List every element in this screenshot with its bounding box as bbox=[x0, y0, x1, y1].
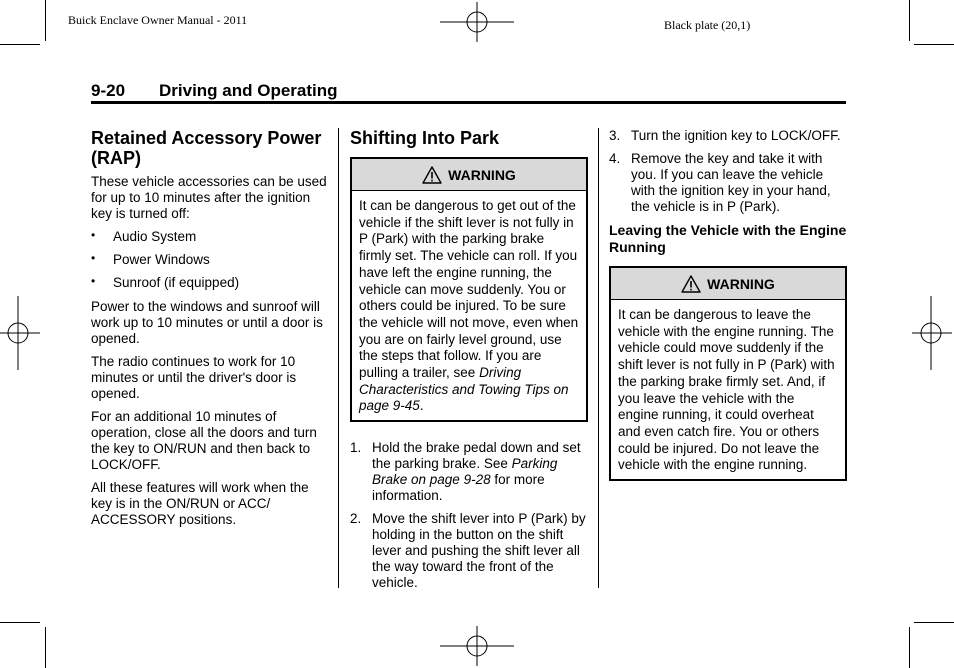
crop-mark bbox=[45, 0, 46, 41]
paragraph: Power to the windows and sunroof will work up to 10 minutes or until a door is opened. bbox=[91, 299, 323, 346]
column-divider bbox=[598, 128, 599, 588]
warning-header bbox=[611, 268, 845, 300]
heading-shifting-into-park: Shifting Into Park bbox=[350, 128, 500, 148]
list-item: 3. Turn the ignition key to LOCK/OFF. bbox=[609, 128, 841, 143]
subheading-leaving-vehicle: Leaving the Vehicle with the Engine Running bbox=[609, 222, 847, 255]
list-item: • Power Windows bbox=[91, 252, 331, 268]
list-item: • Audio System bbox=[91, 229, 331, 245]
page-number: 9-20 bbox=[91, 81, 126, 100]
plate-label-left: Buick Enclave Owner Manual - 2011 bbox=[68, 13, 248, 27]
section-title: Driving and Operating bbox=[159, 81, 338, 100]
step-list bbox=[609, 128, 847, 215]
warning-label: WARNING bbox=[707, 275, 775, 292]
warning-box bbox=[609, 266, 847, 481]
crop-mark bbox=[909, 627, 910, 668]
plate-label-right: Black plate (20,1) bbox=[664, 18, 751, 32]
crop-mark bbox=[914, 622, 954, 623]
warning-label: WARNING bbox=[448, 166, 516, 183]
paragraph: For an additional 10 minutes of operation, close all the doors and turn the key to ON/RUN and then back to LOCK/OFF. bbox=[91, 409, 317, 472]
warning-triangle-icon bbox=[681, 275, 701, 293]
registration-mark-icon bbox=[440, 2, 514, 42]
paragraph: All these features will work when the key is in the ON/RUN or ACC/ ACCESSORY positions. bbox=[91, 480, 309, 527]
step-list bbox=[350, 440, 588, 591]
crop-mark bbox=[909, 0, 910, 41]
registration-mark-icon bbox=[0, 296, 40, 370]
bullet-list bbox=[91, 229, 331, 291]
column-divider bbox=[338, 128, 339, 588]
paragraph: The radio continues to work for 10 minutes or until the driver's door is opened. bbox=[91, 354, 297, 401]
list-item: 2. Move the shift lever into P (Park) by holding in the button on the shift lever and pushing the shift lever all the way toward the front of the vehicle. bbox=[350, 511, 586, 591]
warning-text: It can be dangerous to get out of the vehicle if the shift lever is not fully in P (Park) with the parking brake firmly set. The vehicle can roll. If you have left the engine running, the vehicle can move suddenly. You or others could be injured. To be sure the vehicle will not move, even when you are on fairly level ground, use the steps that follow. If you are pulling a trailer, see Driving Characteristics and Towing Tips on page 9-45. bbox=[359, 198, 579, 414]
cross-reference-link[interactable]: Parking Brake on page 9-28 bbox=[372, 456, 558, 488]
crop-mark bbox=[0, 622, 40, 623]
cross-reference-link[interactable]: Driving Characteristics and Towing Tips on page 9-45 bbox=[359, 365, 569, 414]
column-3 bbox=[609, 128, 847, 499]
page-header bbox=[91, 81, 846, 101]
registration-mark-icon bbox=[440, 626, 514, 666]
registration-mark-icon bbox=[912, 296, 952, 370]
crop-mark bbox=[914, 44, 954, 45]
column-1 bbox=[91, 128, 331, 535]
header-rule bbox=[91, 101, 846, 104]
list-item: 1. Hold the brake pedal down and set the parking brake. See Parking Brake on page 9-28 for more information. bbox=[350, 440, 581, 504]
list-item: 4. Remove the key and take it with you. If you can leave the vehicle with the ignition key in your hand, the vehicle is in P (Park). bbox=[609, 151, 831, 214]
crop-mark bbox=[45, 627, 46, 668]
list-item: • Sunroof (if equipped) bbox=[91, 275, 331, 291]
warning-triangle-icon bbox=[422, 166, 442, 184]
warning-header bbox=[352, 159, 586, 191]
crop-mark bbox=[0, 44, 40, 45]
paragraph: These vehicle accessories can be used for up to 10 minutes after the ignition key is turned off: bbox=[91, 174, 327, 221]
column-2 bbox=[350, 128, 588, 598]
heading-retained-accessory-power: Retained Accessory Power (RAP) bbox=[91, 128, 322, 168]
warning-box bbox=[350, 157, 588, 422]
warning-text: It can be dangerous to leave the vehicle with the engine running. The vehicle could move suddenly if the shift lever is not fully in P (Park) with the parking brake firmly set. And, if you leave the vehicle with the engine running, it could overheat and even catch fire. You or others could be injured. Do not leave the vehicle with the engine running. bbox=[618, 307, 835, 473]
